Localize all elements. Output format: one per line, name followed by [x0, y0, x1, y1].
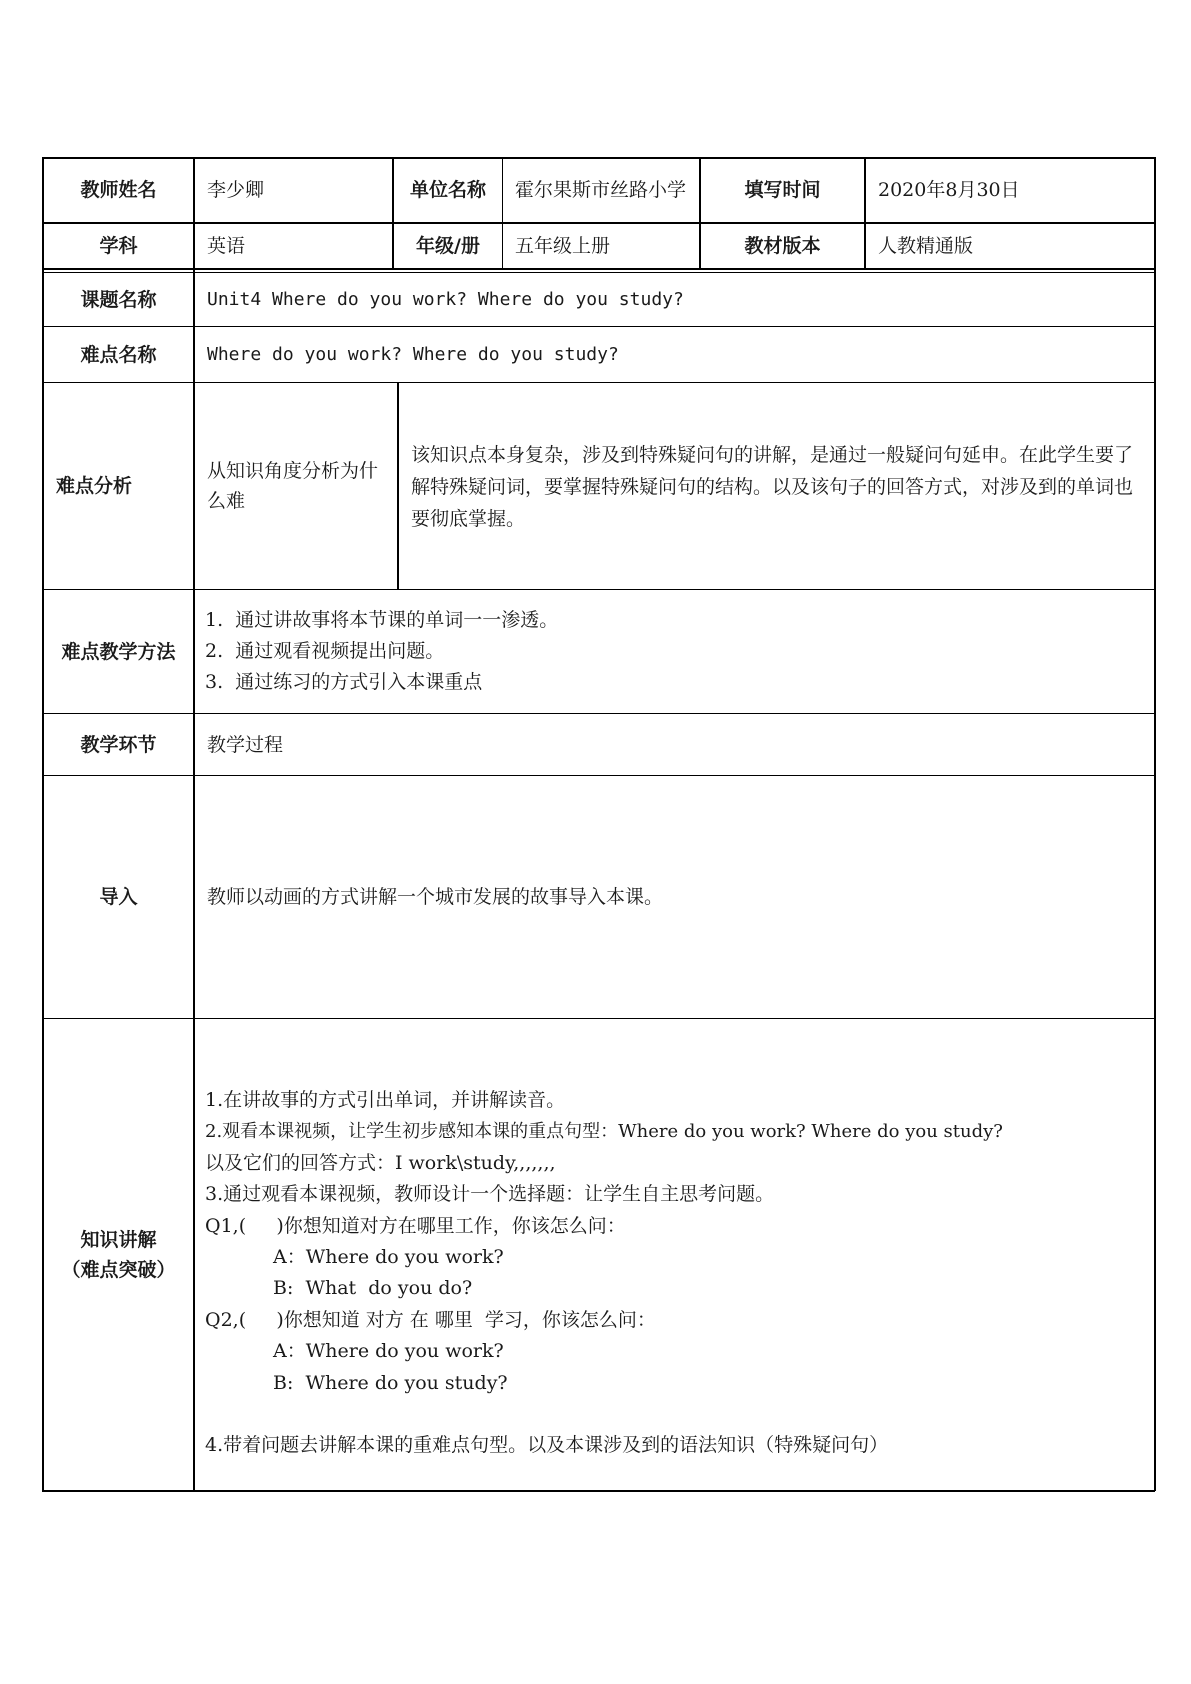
grade-value: 五年级上册: [515, 234, 611, 257]
difficulty-label: 难点名称: [80, 343, 157, 366]
knowledge-line: 1.在讲故事的方式引出单词，并讲解读音。: [205, 1089, 566, 1111]
date-value: 2020年8月30日: [878, 179, 1020, 201]
subject-label: 学科: [99, 234, 138, 257]
blank-line: [205, 1399, 1150, 1430]
knowledge-line: 2.观看本课视频，让学生初步感知本课的重点句型：Where do you work? Where do you study?: [205, 1121, 1003, 1143]
unit-value: 霍尔果斯市丝路小学: [515, 179, 687, 201]
topic-label: 课题名称: [80, 288, 157, 311]
methods-list: [205, 605, 1145, 698]
analysis-label: 难点分析: [56, 475, 133, 497]
knowledge-label: [44, 1019, 193, 1490]
intro-label: 导入: [99, 886, 138, 908]
teacher-label: 教师姓名: [80, 179, 157, 201]
edition-value: 人教精通版: [878, 234, 974, 257]
date-label: 填写时间: [744, 179, 821, 201]
topic-value: Unit4 Where do you work? Where do you study?: [207, 288, 684, 310]
knowledge-line: 以及它们的回答方式：I work\study,,,,,,,: [205, 1151, 556, 1174]
knowledge-line: 4.带着问题去讲解本课的重难点句型。以及本课涉及到的语法知识（特殊疑问句）: [205, 1434, 889, 1457]
knowledge-line: A：Where do you work?: [273, 1246, 504, 1269]
section-label: 教学环节: [80, 733, 157, 756]
knowledge-label-line2: （难点突破）: [61, 1258, 176, 1281]
knowledge-label-line1: 知识讲解: [80, 1228, 157, 1251]
unit-label: 单位名称: [409, 179, 486, 201]
list-item: 3. 通过练习的方式引入本课重点: [205, 671, 483, 693]
grade-label: 年级/册: [416, 234, 480, 257]
knowledge-line: A：Where do you work?: [273, 1340, 504, 1363]
knowledge-line: 3.通过观看本课视频，教师设计一个选择题：让学生自主思考问题。: [205, 1183, 775, 1206]
knowledge-line: Q2,( )你想知道 对方 在 哪里 学习，你该怎么问：: [205, 1308, 656, 1331]
section-value: 教学过程: [207, 733, 284, 756]
list-item: 1. 通过讲故事将本节课的单词一一渗透。: [205, 609, 559, 631]
analysis-text: 该知识点本身复杂，涉及到特殊疑问句的讲解，是通过一般疑问句延申。在此学生要了解特殊疑问词，要掌握特殊疑问句的结构。以及该句子的回答方式，对涉及到的单词也要彻底掌握。: [411, 444, 1134, 530]
methods-label: 难点教学方法: [61, 640, 176, 663]
edition-label: 教材版本: [744, 234, 821, 257]
knowledge-content: [205, 1085, 1150, 1461]
knowledge-line: Q1,( )你想知道对方在哪里工作，你该怎么问：: [205, 1214, 626, 1237]
difficulty-value: Where do you work? Where do you study?: [207, 343, 619, 365]
knowledge-line: B: Where do you study?: [273, 1371, 508, 1394]
teacher-value: 李少卿: [207, 179, 265, 201]
analysis-sub-label: 从知识角度分析为什么难: [207, 460, 379, 512]
subject-value: 英语: [207, 234, 246, 257]
intro-text: 教师以动画的方式讲解一个城市发展的故事导入本课。: [207, 886, 664, 908]
knowledge-line: B: What do you do?: [273, 1277, 473, 1300]
list-item: 2. 通过观看视频提出问题。: [205, 640, 445, 662]
